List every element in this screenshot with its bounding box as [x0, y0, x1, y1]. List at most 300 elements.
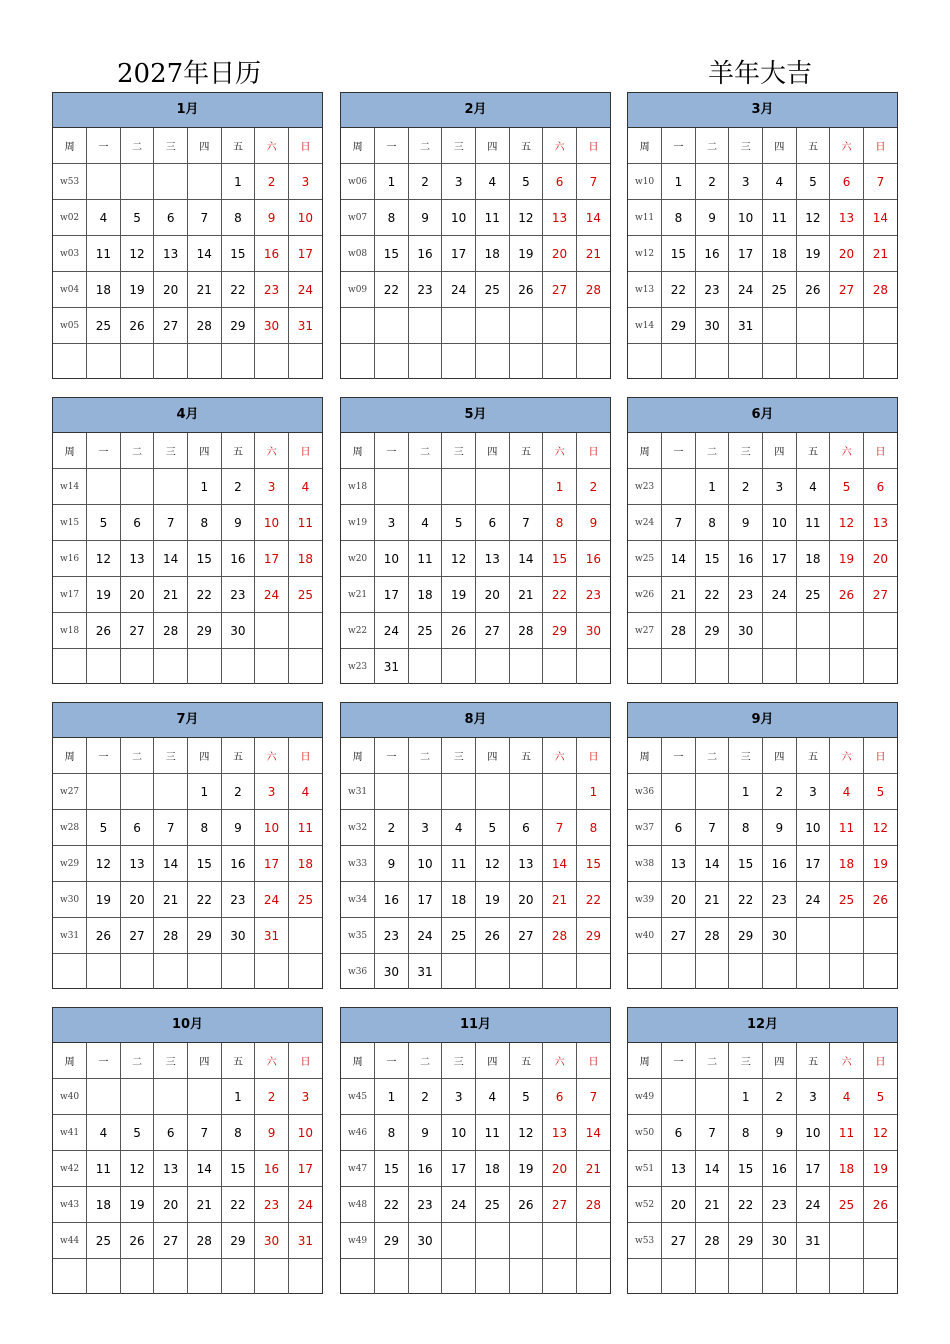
day-cell: 17 [729, 236, 763, 272]
day-cell: 14 [576, 1115, 610, 1151]
day-cell: 4 [408, 505, 442, 541]
day-cell [830, 1259, 864, 1295]
day-cell: 23 [255, 272, 289, 308]
day-cell: 16 [576, 541, 610, 577]
month-title: 11月 [341, 1008, 610, 1043]
day-cell: 13 [662, 1151, 696, 1187]
week-number: w09 [341, 272, 375, 308]
week-number: w21 [341, 577, 375, 613]
weekday-header: 四 [188, 738, 222, 774]
day-cell: 18 [87, 272, 121, 308]
week-number: w10 [628, 164, 662, 200]
day-cell: 1 [188, 469, 222, 505]
weekday-header: 五 [796, 1043, 830, 1079]
day-cell: 28 [662, 613, 696, 649]
week-column-header: 周 [628, 1043, 662, 1079]
week-row [628, 882, 897, 918]
weekday-header: 四 [763, 128, 797, 164]
weekday-header: 二 [695, 738, 729, 774]
day-cell: 23 [763, 1187, 797, 1223]
weekday-header-row [53, 1043, 322, 1079]
day-cell: 26 [863, 882, 897, 918]
day-cell: 17 [288, 1151, 322, 1187]
day-cell: 26 [87, 918, 121, 954]
day-cell: 18 [408, 577, 442, 613]
day-cell: 24 [255, 882, 289, 918]
day-cell: 10 [408, 846, 442, 882]
weekday-header: 一 [375, 1043, 409, 1079]
day-cell: 16 [408, 236, 442, 272]
day-cell: 9 [729, 505, 763, 541]
weekday-header-row [53, 738, 322, 774]
day-cell: 3 [408, 810, 442, 846]
week-number: w11 [628, 200, 662, 236]
weekday-header-row [628, 433, 897, 469]
day-cell [863, 649, 897, 685]
day-cell [408, 308, 442, 344]
day-cell: 4 [476, 1079, 510, 1115]
day-cell [695, 954, 729, 990]
weekday-header: 日 [576, 1043, 610, 1079]
day-cell: 4 [830, 1079, 864, 1115]
day-cell: 14 [188, 1151, 222, 1187]
day-cell [87, 774, 121, 810]
day-cell: 21 [576, 1151, 610, 1187]
day-cell: 7 [543, 810, 577, 846]
day-cell [408, 774, 442, 810]
day-cell [221, 649, 255, 685]
day-cell: 6 [120, 810, 154, 846]
day-cell: 25 [476, 1187, 510, 1223]
week-number: w26 [628, 577, 662, 613]
weekday-header: 日 [288, 738, 322, 774]
month-title: 8月 [341, 703, 610, 738]
day-cell [288, 344, 322, 380]
week-row [341, 469, 610, 505]
day-cell [796, 649, 830, 685]
day-cell: 31 [255, 918, 289, 954]
day-cell [695, 649, 729, 685]
day-cell [188, 1259, 222, 1295]
day-cell [87, 1259, 121, 1295]
day-cell: 27 [154, 308, 188, 344]
day-cell: 1 [221, 164, 255, 200]
day-cell: 18 [288, 846, 322, 882]
day-cell: 11 [830, 810, 864, 846]
day-cell [509, 1259, 543, 1295]
day-cell: 15 [221, 1151, 255, 1187]
day-cell [543, 308, 577, 344]
week-column-header: 周 [341, 1043, 375, 1079]
weekday-header: 六 [543, 738, 577, 774]
weekday-header: 二 [695, 433, 729, 469]
month-block [52, 702, 323, 989]
day-cell [154, 344, 188, 380]
week-column-header: 周 [628, 738, 662, 774]
day-cell [375, 308, 409, 344]
week-number: w52 [628, 1187, 662, 1223]
day-cell: 26 [442, 613, 476, 649]
day-cell [87, 649, 121, 685]
day-cell: 17 [442, 236, 476, 272]
week-row [628, 344, 897, 380]
day-cell: 5 [442, 505, 476, 541]
day-cell: 9 [255, 200, 289, 236]
day-cell: 12 [120, 1151, 154, 1187]
day-cell: 13 [120, 541, 154, 577]
month-day-grid [341, 433, 610, 684]
day-cell: 11 [408, 541, 442, 577]
day-cell: 10 [442, 1115, 476, 1151]
week-row [53, 1187, 322, 1223]
day-cell: 29 [543, 613, 577, 649]
day-cell: 31 [729, 308, 763, 344]
weekday-header: 三 [442, 128, 476, 164]
day-cell: 9 [375, 846, 409, 882]
day-cell [188, 344, 222, 380]
weekday-header: 四 [763, 433, 797, 469]
day-cell: 24 [796, 882, 830, 918]
day-cell: 1 [375, 1079, 409, 1115]
week-number: w30 [53, 882, 87, 918]
day-cell: 19 [863, 1151, 897, 1187]
day-cell: 18 [830, 1151, 864, 1187]
week-number: w05 [53, 308, 87, 344]
day-cell: 30 [763, 1223, 797, 1259]
day-cell [796, 918, 830, 954]
day-cell: 12 [120, 236, 154, 272]
day-cell: 20 [476, 577, 510, 613]
weekday-header: 五 [509, 1043, 543, 1079]
week-column-header: 周 [341, 738, 375, 774]
day-cell: 4 [830, 774, 864, 810]
day-cell: 22 [375, 1187, 409, 1223]
day-cell [863, 613, 897, 649]
day-cell: 16 [221, 846, 255, 882]
week-row [53, 882, 322, 918]
week-number: w43 [53, 1187, 87, 1223]
day-cell: 8 [729, 810, 763, 846]
day-cell [154, 649, 188, 685]
month-block [52, 1007, 323, 1294]
day-cell [120, 649, 154, 685]
week-row [628, 649, 897, 685]
day-cell: 22 [188, 577, 222, 613]
day-cell [188, 164, 222, 200]
day-cell: 29 [188, 918, 222, 954]
week-row [341, 1079, 610, 1115]
day-cell [375, 344, 409, 380]
day-cell: 30 [221, 613, 255, 649]
week-row [341, 272, 610, 308]
day-cell: 1 [188, 774, 222, 810]
week-row [53, 1115, 322, 1151]
day-cell: 6 [662, 1115, 696, 1151]
day-cell: 12 [442, 541, 476, 577]
day-cell: 22 [543, 577, 577, 613]
week-number: w39 [628, 882, 662, 918]
week-number: w36 [341, 954, 375, 990]
day-cell [221, 344, 255, 380]
day-cell: 13 [830, 200, 864, 236]
week-row [53, 505, 322, 541]
day-cell [576, 1259, 610, 1295]
weekday-header: 二 [408, 433, 442, 469]
week-row [628, 200, 897, 236]
month-block [627, 1007, 898, 1294]
day-cell: 13 [509, 846, 543, 882]
day-cell: 18 [288, 541, 322, 577]
day-cell: 4 [763, 164, 797, 200]
weekday-header: 三 [154, 738, 188, 774]
week-number: w24 [628, 505, 662, 541]
day-cell [509, 308, 543, 344]
day-cell [442, 774, 476, 810]
month-block [340, 397, 611, 684]
day-cell: 22 [221, 272, 255, 308]
week-column-header: 周 [53, 128, 87, 164]
week-row [53, 272, 322, 308]
week-number: w19 [341, 505, 375, 541]
day-cell: 2 [408, 1079, 442, 1115]
day-cell [576, 649, 610, 685]
day-cell: 15 [188, 846, 222, 882]
week-number: w42 [53, 1151, 87, 1187]
day-cell [729, 954, 763, 990]
weekday-header: 五 [796, 433, 830, 469]
day-cell: 25 [288, 882, 322, 918]
weekday-header: 三 [729, 433, 763, 469]
day-cell: 3 [288, 1079, 322, 1115]
week-column-header: 周 [628, 433, 662, 469]
week-row [628, 1223, 897, 1259]
weekday-header: 二 [120, 128, 154, 164]
day-cell [87, 344, 121, 380]
weekday-header: 日 [576, 433, 610, 469]
day-cell [662, 649, 696, 685]
day-cell: 21 [863, 236, 897, 272]
day-cell: 26 [830, 577, 864, 613]
day-cell [830, 613, 864, 649]
day-cell: 24 [288, 1187, 322, 1223]
week-row [341, 164, 610, 200]
weekday-header: 日 [288, 1043, 322, 1079]
month-block [340, 92, 611, 379]
weekday-header: 日 [863, 1043, 897, 1079]
day-cell: 21 [662, 577, 696, 613]
day-cell: 11 [442, 846, 476, 882]
week-number: w34 [341, 882, 375, 918]
day-cell: 3 [255, 774, 289, 810]
day-cell: 6 [863, 469, 897, 505]
day-cell [120, 344, 154, 380]
week-row [628, 1151, 897, 1187]
weekday-header: 五 [509, 738, 543, 774]
week-number: w51 [628, 1151, 662, 1187]
day-cell: 1 [662, 164, 696, 200]
day-cell: 21 [576, 236, 610, 272]
day-cell: 29 [221, 1223, 255, 1259]
weekday-header: 三 [154, 433, 188, 469]
day-cell: 7 [509, 505, 543, 541]
day-cell: 24 [442, 272, 476, 308]
day-cell: 14 [576, 200, 610, 236]
week-number: w18 [53, 613, 87, 649]
weekday-header: 二 [408, 128, 442, 164]
day-cell: 8 [576, 810, 610, 846]
day-cell [154, 1259, 188, 1295]
day-cell: 14 [695, 1151, 729, 1187]
day-cell: 19 [476, 882, 510, 918]
weekday-header: 日 [863, 433, 897, 469]
week-number [628, 344, 662, 380]
day-cell [476, 344, 510, 380]
day-cell: 5 [509, 1079, 543, 1115]
day-cell: 6 [509, 810, 543, 846]
day-cell: 1 [729, 774, 763, 810]
day-cell: 17 [796, 1151, 830, 1187]
day-cell: 8 [221, 200, 255, 236]
day-cell [120, 954, 154, 990]
day-cell [188, 954, 222, 990]
day-cell: 10 [288, 1115, 322, 1151]
day-cell [154, 164, 188, 200]
day-cell: 1 [576, 774, 610, 810]
day-cell: 14 [188, 236, 222, 272]
day-cell [763, 613, 797, 649]
day-cell: 24 [442, 1187, 476, 1223]
month-title: 1月 [53, 93, 322, 128]
day-cell: 22 [576, 882, 610, 918]
week-row [53, 810, 322, 846]
week-row [341, 649, 610, 685]
week-row [53, 613, 322, 649]
weekday-header: 六 [543, 1043, 577, 1079]
day-cell [863, 1259, 897, 1295]
day-cell: 1 [695, 469, 729, 505]
day-cell: 30 [375, 954, 409, 990]
day-cell: 16 [695, 236, 729, 272]
day-cell: 20 [543, 1151, 577, 1187]
day-cell: 28 [695, 1223, 729, 1259]
weekday-header: 六 [543, 433, 577, 469]
day-cell: 23 [221, 882, 255, 918]
day-cell [863, 308, 897, 344]
day-cell [863, 344, 897, 380]
day-cell [188, 1079, 222, 1115]
day-cell: 10 [796, 1115, 830, 1151]
week-number: w23 [341, 649, 375, 685]
day-cell [408, 344, 442, 380]
day-cell: 10 [763, 505, 797, 541]
weekday-header: 二 [408, 1043, 442, 1079]
month-day-grid [628, 433, 897, 684]
day-cell: 2 [763, 1079, 797, 1115]
day-cell [863, 918, 897, 954]
day-cell: 19 [509, 236, 543, 272]
day-cell [763, 954, 797, 990]
day-cell [729, 1259, 763, 1295]
week-number: w40 [53, 1079, 87, 1115]
day-cell: 19 [442, 577, 476, 613]
weekday-header: 六 [255, 128, 289, 164]
week-row [628, 1187, 897, 1223]
weekday-header: 一 [87, 1043, 121, 1079]
day-cell: 30 [695, 308, 729, 344]
day-cell: 19 [509, 1151, 543, 1187]
day-cell [408, 469, 442, 505]
week-number: w29 [53, 846, 87, 882]
week-number: w16 [53, 541, 87, 577]
week-number [628, 1259, 662, 1295]
day-cell: 13 [543, 1115, 577, 1151]
week-row [628, 236, 897, 272]
day-cell [509, 954, 543, 990]
day-cell [695, 1079, 729, 1115]
day-cell [120, 164, 154, 200]
day-cell: 3 [729, 164, 763, 200]
week-row [341, 577, 610, 613]
week-number: w13 [628, 272, 662, 308]
day-cell: 17 [255, 846, 289, 882]
month-day-grid [53, 433, 322, 684]
day-cell: 20 [863, 541, 897, 577]
day-cell: 24 [255, 577, 289, 613]
day-cell [662, 469, 696, 505]
weekday-header: 一 [662, 1043, 696, 1079]
week-column-header: 周 [341, 433, 375, 469]
weekday-header: 三 [729, 128, 763, 164]
weekday-header: 三 [729, 1043, 763, 1079]
day-cell [221, 1259, 255, 1295]
day-cell: 25 [830, 882, 864, 918]
week-number: w17 [53, 577, 87, 613]
day-cell: 14 [662, 541, 696, 577]
day-cell [662, 1259, 696, 1295]
week-number [53, 649, 87, 685]
day-cell: 1 [729, 1079, 763, 1115]
week-number: w47 [341, 1151, 375, 1187]
day-cell: 9 [221, 810, 255, 846]
day-cell [662, 1079, 696, 1115]
day-cell: 26 [509, 1187, 543, 1223]
day-cell: 15 [188, 541, 222, 577]
week-row [341, 1115, 610, 1151]
day-cell [442, 1259, 476, 1295]
weekday-header: 一 [662, 738, 696, 774]
week-row [628, 505, 897, 541]
week-row [628, 541, 897, 577]
day-cell: 5 [796, 164, 830, 200]
day-cell: 2 [255, 164, 289, 200]
weekday-header: 二 [120, 433, 154, 469]
day-cell: 20 [543, 236, 577, 272]
day-cell: 28 [576, 272, 610, 308]
day-cell [796, 308, 830, 344]
month-block [340, 1007, 611, 1294]
day-cell: 16 [255, 1151, 289, 1187]
week-number [53, 344, 87, 380]
day-cell: 16 [408, 1151, 442, 1187]
week-row [53, 774, 322, 810]
week-row [341, 774, 610, 810]
day-cell: 6 [120, 505, 154, 541]
day-cell: 25 [796, 577, 830, 613]
day-cell: 5 [120, 1115, 154, 1151]
day-cell: 3 [442, 1079, 476, 1115]
day-cell [476, 774, 510, 810]
day-cell: 27 [476, 613, 510, 649]
